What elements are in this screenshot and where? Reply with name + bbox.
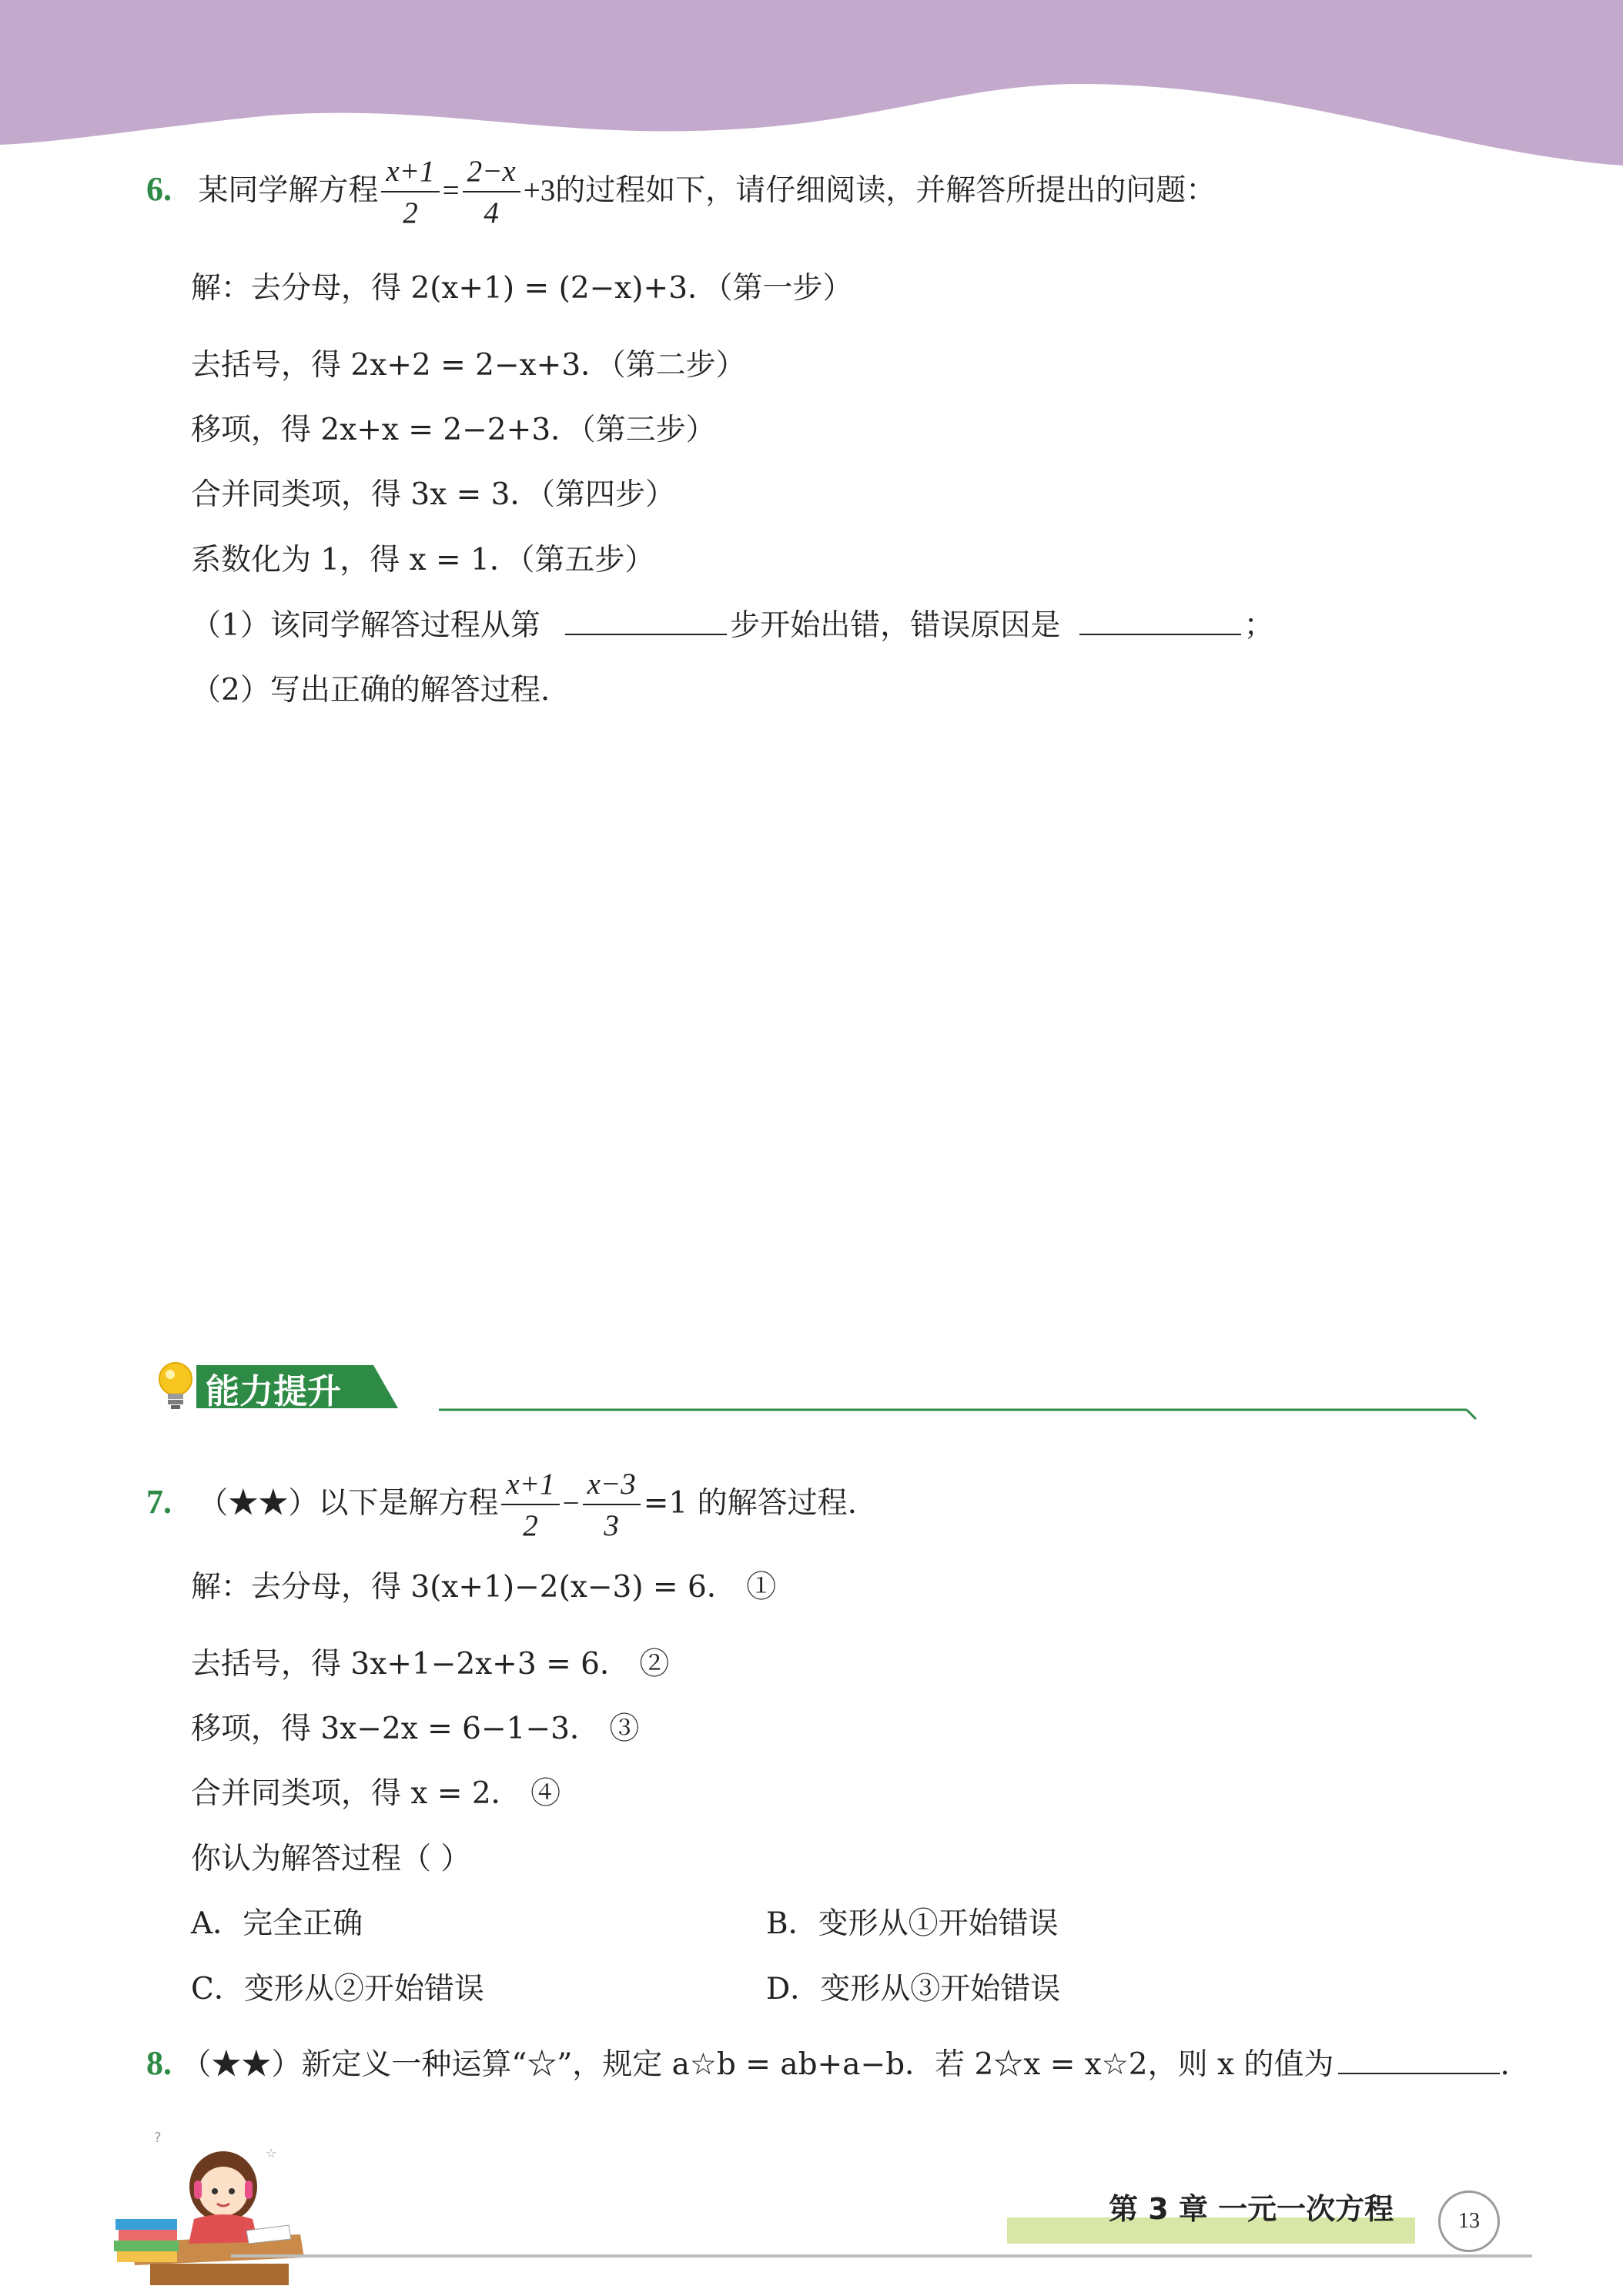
q7-step-1: 解：去分母，得 3(x+1)−2(x−3) = 6． ① xyxy=(191,1570,777,1605)
q6-sub-question-1: （1）该同学解答过程从第 步开始出错，错误原因是 ； xyxy=(191,608,1274,643)
question-8: 8. （★★）新定义一种运算“☆”，规定 a☆b = ab+a−b．若 2☆x = x☆2，则 x 的值为 . xyxy=(146,2044,1510,2082)
girl-with-books-illustration xyxy=(108,2127,316,2288)
fraction: $\frac{2-x}{4}$ xyxy=(463,154,520,231)
option-c[interactable]: C．变形从②开始错误 xyxy=(191,1972,484,2006)
q7-step-3: 移项，得 3x−2x = 6−1−3． ③ xyxy=(191,1712,640,1746)
section-header xyxy=(150,1359,1478,1421)
fraction: $\frac{x+1}{2}$ xyxy=(501,1467,559,1544)
answer-blank[interactable] xyxy=(1338,2050,1500,2074)
question-lead: （★★）以下是解方程 xyxy=(198,1486,499,1521)
question-text: （★★）新定义一种运算“☆”，规定 a☆b = ab+a−b．若 2☆x = x☆2，则 x 的值为 xyxy=(181,2047,1334,2082)
question-tail: =1 的解答过程. xyxy=(643,1486,857,1521)
question-lead: 某同学解方程 xyxy=(198,173,379,208)
section-banner-shape xyxy=(150,1359,1478,1421)
q6-step-2: 去括号，得 2x+2 = 2−x+3．（第二步） xyxy=(191,348,746,383)
fraction: $\frac{x-3}{3}$ xyxy=(583,1467,641,1544)
header-wave-banner xyxy=(0,0,1623,169)
question-6: 6. 某同学解方程 $\frac{x+1}{2}$ = $\frac{2-x}{4}$ +3的过程如下，请仔细阅读，并解答所提出的问题： xyxy=(146,155,1216,229)
chapter-title: 第 3 章 一元一次方程 xyxy=(1109,2192,1394,2226)
option-b[interactable]: B．变形从①开始错误 xyxy=(766,1906,1059,1941)
q6-sub-question-2: （2）写出正确的解答过程. xyxy=(191,673,550,708)
fraction: $\frac{x+1}{2}$ xyxy=(381,154,439,231)
page-number: 13 xyxy=(1458,2209,1480,2233)
question-number: 8. xyxy=(146,2044,172,2082)
question-number: 6. xyxy=(146,170,172,208)
q7-step-4: 合并同类项，得 x = 2． ④ xyxy=(191,1776,561,1811)
answer-blank[interactable] xyxy=(565,611,727,635)
q6-step-5: 系数化为 1，得 x = 1．（第五步） xyxy=(191,543,655,577)
section-title: 能力提升 xyxy=(206,1372,341,1411)
option-d[interactable]: D．变形从③开始错误 xyxy=(766,1972,1061,2006)
question-7: 7. （★★）以下是解方程 $\frac{x+1}{2}$ − $\frac{x-3}{3}$ =1 的解答过程. xyxy=(146,1468,857,1542)
answer-blank[interactable] xyxy=(1079,611,1241,635)
question-number: 7. xyxy=(146,1483,172,1521)
q6-step-4: 合并同类项，得 3x = 3．（第四步） xyxy=(191,477,675,512)
option-a[interactable]: A．完全正确 xyxy=(191,1906,363,1941)
svg-text:☆: ☆ xyxy=(266,2146,277,2160)
q6-step-3: 移项，得 2x+x = 2−2+3．（第三步） xyxy=(191,413,716,447)
page-number-badge xyxy=(1438,2191,1500,2252)
q6-step-1: 解：去分母，得 2(x+1) = (2−x)+3．（第一步） xyxy=(191,271,853,306)
svg-text:?: ? xyxy=(154,2130,162,2146)
lightbulb-icon xyxy=(153,1359,198,1411)
footer-rule xyxy=(231,2252,1540,2260)
q7-step-2: 去括号，得 3x+1−2x+3 = 6． ② xyxy=(191,1647,670,1682)
question-tail: 的过程如下，请仔细阅读，并解答所提出的问题： xyxy=(555,173,1216,208)
q7-prompt: 你认为解答过程（ ） xyxy=(191,1842,471,1876)
